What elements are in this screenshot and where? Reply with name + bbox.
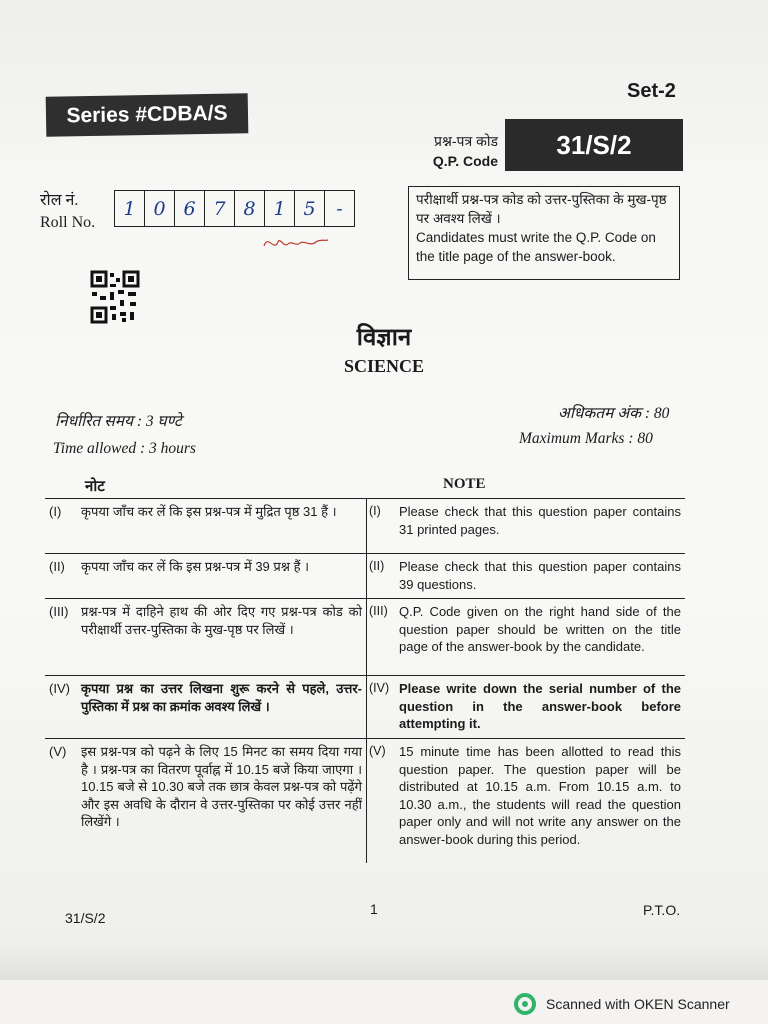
page-shadow (0, 940, 768, 980)
note-english-cell (367, 554, 685, 598)
qp-label-english: Q.P. Code (432, 153, 498, 169)
note-hindi-text: कृपया जाँच कर लें कि इस प्रश्न-पत्र में मुद्रित पृष्ठ 31 हैं । (81, 504, 337, 519)
scanner-text: Scanned with OKEN Scanner (546, 996, 730, 1012)
note-hindi-text: कृपया प्रश्न का उत्तर लिखना शुरू करने से पहले, उत्तर-पुस्तिका में प्रश्न का क्रमांक अवश्य लिखें । (81, 681, 362, 714)
note-row (45, 599, 685, 676)
note-number: (V) (49, 744, 67, 759)
note-english-text: Please write down the serial number of the question in the answer-book before attempting it. (399, 681, 681, 731)
instruction-english: Candidates must write the Q.P. Code on the title page of the answer-book. (416, 230, 656, 264)
note-hindi-text: प्रश्न-पत्र में दाहिने हाथ की ओर दिए गए प्रश्न-पत्र कोड को परीक्षार्थी उत्तर-पुस्तिका के मुख-पृष्ठ पर लिखें । (81, 604, 362, 637)
note-number: (III) (369, 604, 388, 618)
roll-labels (40, 190, 95, 234)
instruction-box (408, 186, 680, 280)
roll-digit: 0 (145, 191, 175, 226)
note-row (45, 554, 685, 599)
notes-header-english: NOTE (443, 476, 486, 492)
time-allowed-hindi: निर्धारित समय : 3 घण्टे (55, 413, 182, 430)
page-number: 1 (370, 901, 378, 917)
subject-hindi: विज्ञान (356, 324, 412, 351)
note-hindi-cell (45, 676, 367, 738)
roll-digit: 5 (295, 191, 325, 226)
note-number: (I) (369, 504, 381, 518)
roll-digit: 1 (115, 191, 145, 226)
roll-label-hindi: रोल नं. (40, 192, 79, 209)
roll-number-boxes (114, 190, 355, 227)
roll-digit: - (336, 197, 343, 220)
instruction-hindi: परीक्षार्थी प्रश्न-पत्र कोड को उत्तर-पुस्तिका के मुख-पृष्ठ पर अवश्य लिखें । (416, 192, 667, 226)
note-english-text: Please check that this question paper contains 39 questions. (399, 559, 681, 592)
note-number: (II) (49, 559, 65, 574)
max-marks-english: Maximum Marks : 80 (519, 430, 653, 447)
note-english-cell (367, 739, 685, 863)
note-english-text: Q.P. Code given on the right hand side of the question paper should be written on the title page of the answer-book by the candidate. (399, 604, 681, 654)
pto-label: P.T.O. (643, 902, 681, 918)
subject-english: SCIENCE (343, 356, 425, 376)
note-english-text: Please check that this question paper contains 31 printed pages. (399, 504, 681, 537)
qp-code-labels (420, 132, 498, 169)
note-english-text: 15 minute time has been allotted to read this question paper. The question paper will be distributed at 10.15 a.m. From 10.15 a.m. to 10.30 a.m., the students will read the question paper only and will not write any answer on the answer-book during this period. (399, 744, 681, 847)
footer-code: 31/S/2 (65, 910, 106, 926)
note-row (45, 499, 685, 554)
scanner-logo-icon (514, 993, 536, 1015)
handwritten-signature (260, 232, 330, 254)
note-row (45, 739, 685, 863)
note-english-cell (367, 599, 685, 675)
series-label: Series #CDBA/S (46, 93, 249, 137)
notes-header (45, 476, 685, 499)
notes-table (45, 476, 685, 863)
roll-digit: 8 (235, 191, 265, 226)
qp-code: 31/S/2 (505, 119, 683, 171)
note-english-cell (367, 499, 685, 553)
note-hindi-cell (45, 599, 367, 675)
qp-label-hindi: प्रश्न-पत्र कोड (434, 133, 498, 149)
roll-digit: 6 (175, 191, 205, 226)
note-english-cell (367, 676, 685, 738)
time-allowed-english: Time allowed : 3 hours (53, 440, 196, 457)
set-label: Set-2 (627, 80, 676, 102)
note-hindi-cell (45, 739, 367, 863)
note-number: (V) (369, 744, 386, 758)
roll-digit: 7 (205, 191, 235, 226)
note-number: (I) (49, 504, 62, 519)
note-number: (II) (369, 559, 385, 573)
note-hindi-text: कृपया जाँच कर लें कि इस प्रश्न-पत्र में 39 प्रश्न हैं । (81, 559, 310, 574)
max-marks-hindi: अधिकतम अंक : 80 (558, 405, 670, 422)
note-number: (IV) (369, 681, 390, 695)
note-number: (IV) (49, 681, 70, 696)
qr-code-icon (90, 270, 140, 324)
notes-header-hindi: नोट (85, 478, 105, 495)
note-hindi-cell (45, 499, 367, 553)
note-number: (III) (49, 604, 69, 619)
roll-label-english: Roll No. (40, 214, 96, 231)
scanner-watermark (514, 993, 730, 1015)
note-hindi-cell (45, 554, 367, 598)
note-row (45, 676, 685, 739)
roll-digit: 1 (265, 191, 295, 226)
note-hindi-text: इस प्रश्न-पत्र को पढ़ने के लिए 15 मिनट का समय दिया गया है । प्रश्न-पत्र का वितरण पूर्वाह्न में 10.15 बजे किया जाएगा । 10.15 बजे से 10.30 बजे तक छात्र केवल प्रश्न-पत्र को पढ़ेंगे और इस अवधि के दौरान वे उत्तर-पुस्तिका पर कोई उत्तर नहीं लिखेंगे । (81, 744, 362, 829)
